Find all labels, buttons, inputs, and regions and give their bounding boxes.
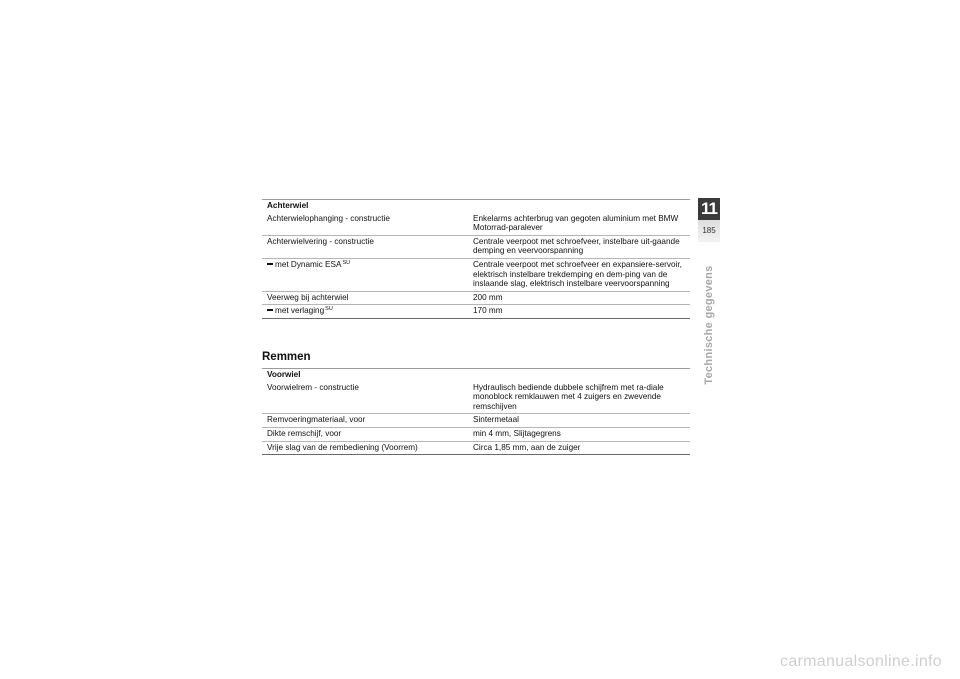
spec-value: Centrale veerpoot met schroefveer en expansiere-servoir, elektrisch instelbare trekdemping en dem-ping van de inslaande slag, elektrisch instelbare veervoorspanning [469,258,690,291]
spec-value: Enkelarms achterbrug van gegoten aluminium met BMW Motorrad-paralever [469,213,690,236]
table-heading-row [262,369,690,382]
spec-label: Veerweg bij achterwiel [262,291,469,305]
spec-label: Remvoeringmateriaal, voor [262,414,469,428]
table-row [262,235,690,258]
table-heading-row [262,200,690,213]
spec-value: Sintermetaal [469,414,690,428]
spec-value: 170 mm [469,305,690,319]
spec-value: Centrale veerpoot met schroefveer, instelbare uit-gaande demping en veervoorspanning [469,235,690,258]
spec-value: min 4 mm, Slijtagegrens [469,427,690,441]
table-row [262,305,690,319]
table-row [262,213,690,236]
table-row [262,441,690,455]
dash-bullet-icon [267,263,273,265]
spec-label: Voorwielrem - constructie [262,382,469,414]
table-row [262,291,690,305]
table-row [262,258,690,291]
front-brake-spec-table [262,368,690,455]
spec-label-cell [262,305,469,319]
section-title-brakes: Remmen [262,351,311,363]
spec-label: Achterwielvering - constructie [262,235,469,258]
chapter-number: 11 [698,198,720,220]
table-row [262,427,690,441]
rear-wheel-heading: Achterwiel [262,200,690,213]
special-equipment-marker: SU [342,259,351,266]
special-equipment-marker: SU [325,306,333,313]
watermark: carmanualsonline.info [780,653,942,670]
page-number: 185 [702,226,716,235]
dash-bullet-icon [267,309,273,311]
spec-value: 200 mm [469,291,690,305]
spec-label: Vrije slag van de rembediening (Voorrem) [262,441,469,455]
spec-label: met verlaging [275,306,325,316]
chapter-side-title: Technische gegevens [703,265,715,385]
spec-value: Hydraulisch bediende dubbele schijfrem met ra-diale monoblock remklauwen met 4 zuigers en zwevende remschijven [469,382,690,414]
spec-label: Achterwielophanging - constructie [262,213,469,236]
table-row [262,382,690,414]
spec-label: Dikte remschijf, voor [262,427,469,441]
spec-value: Circa 1,85 mm, aan de zuiger [469,441,690,455]
spec-label-cell [262,258,469,291]
spec-label: met Dynamic ESA [275,259,342,269]
front-wheel-heading: Voorwiel [262,369,690,382]
table-row [262,414,690,428]
rear-wheel-spec-table [262,199,690,319]
